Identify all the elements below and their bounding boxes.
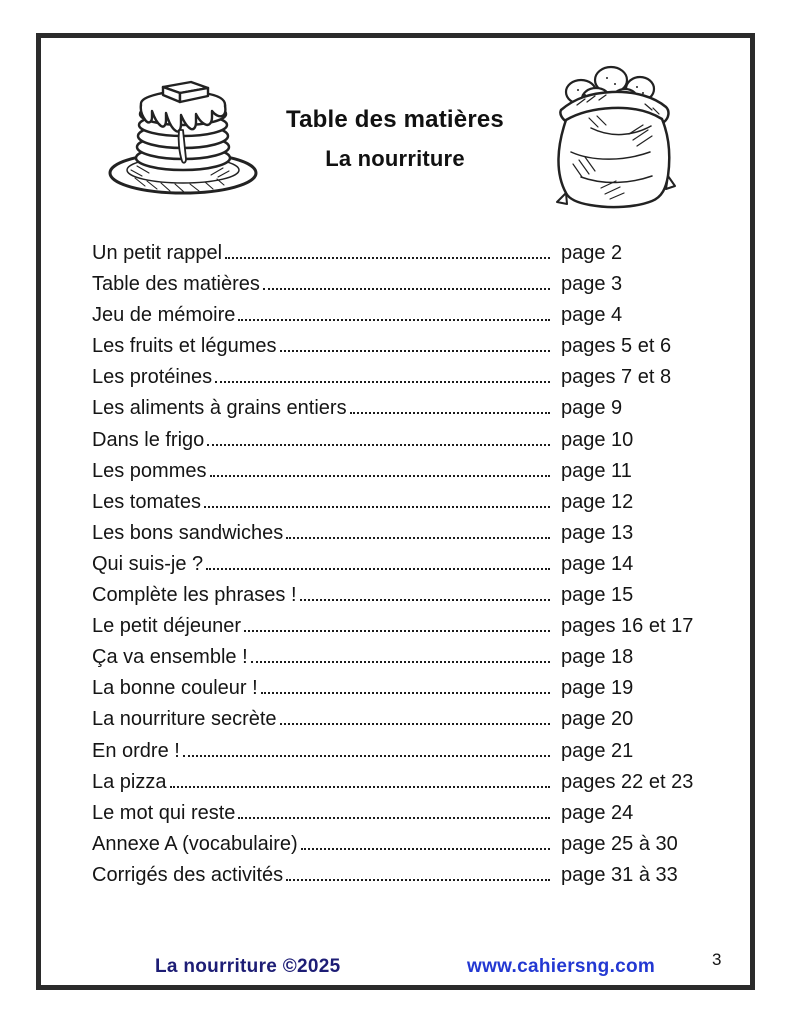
toc-row [92,739,702,770]
toc-row [92,832,702,863]
toc-row [92,272,702,303]
dotted-leader [183,755,550,757]
pancakes-icon [95,60,270,202]
toc-entry-label: Corrigés des activités [92,863,284,886]
toc-row [92,552,702,583]
page-number: 3 [712,950,722,969]
dotted-leader [350,412,550,414]
toc-entry-page: page 12 [561,490,634,513]
dotted-leader [301,848,550,850]
toc-entry-label: Les bons sandwiches [92,521,284,544]
toc-entry-page: page 10 [561,428,634,451]
toc-list [92,241,702,894]
toc-entry-label: Annexe A (vocabulaire) [92,832,298,855]
toc-row [92,396,702,427]
toc-entry-page: page 20 [561,708,634,731]
dotted-leader [206,568,550,570]
toc-row [92,334,702,365]
dotted-leader [170,786,551,788]
toc-row [92,521,702,552]
toc-entry-page: pages 7 et 8 [561,366,672,389]
toc-row [92,770,702,801]
dotted-leader [300,599,550,601]
toc-entry-page: page 15 [561,584,634,607]
toc-row [92,707,702,738]
toc-entry-label: Les pommes [92,459,207,482]
dotted-leader [238,817,550,819]
toc-entry-page: pages 16 et 17 [561,615,694,638]
toc-entry-page: page 31 à 33 [561,863,678,886]
dotted-leader [251,661,550,663]
dotted-leader [207,444,550,446]
potato-sack-icon [533,56,691,212]
toc-row [92,801,702,832]
dotted-leader [204,506,550,508]
dotted-leader [238,319,550,321]
toc-entry-page: page 11 [561,459,632,482]
footer-copyright: La nourriture ©2025 [155,956,341,977]
dotted-leader [210,475,551,477]
toc-entry-page: page 18 [561,646,634,669]
toc-entry-page: page 24 [561,801,634,824]
toc-entry-label: Les tomates [92,490,201,513]
toc-entry-label: Les protéines [92,366,213,389]
toc-row [92,583,702,614]
toc-row [92,303,702,334]
toc-entry-label: Ça va ensemble ! [92,646,248,669]
dotted-leader [286,879,550,881]
toc-entry-label: Jeu de mémoire [92,304,236,327]
toc-row [92,614,702,645]
toc-entry-page: page 9 [561,397,623,420]
toc-entry-page: page 25 à 30 [561,832,678,855]
toc-entry-page: page 14 [561,552,634,575]
toc-entry-page: page 13 [561,521,634,544]
toc-row [92,241,702,272]
title-line1: Table des matières [286,106,504,133]
dotted-leader [215,381,550,383]
toc-entry-label: En ordre ! [92,739,180,762]
toc-row [92,490,702,521]
dotted-leader [280,723,550,725]
dotted-leader [280,350,550,352]
toc-entry-page: page 19 [561,677,634,700]
dotted-leader [263,288,550,290]
toc-entry-label: Dans le frigo [92,428,205,451]
toc-row [92,676,702,707]
toc-entry-label: La nourriture secrète [92,708,277,731]
toc-entry-page: page 2 [561,242,623,264]
toc-entry-label: Le petit déjeuner [92,615,242,638]
toc-entry-label: Qui suis-je ? [92,552,204,575]
toc-entry-page: page 4 [561,304,623,327]
dotted-leader [225,257,550,259]
toc-entry-page: page 21 [561,739,634,762]
toc-row [92,365,702,396]
toc-entry-label: Les fruits et légumes [92,335,277,358]
toc-row [92,863,702,894]
page-title [245,106,545,172]
dotted-leader [261,692,550,694]
toc-entry-page: page 3 [561,273,623,296]
toc-entry-label: Un petit rappel [92,242,223,264]
toc-row [92,645,702,676]
toc-row [92,459,702,490]
toc-entry-page: pages 22 et 23 [561,770,694,793]
toc-entry-label: Table des matières [92,273,260,296]
toc-entry-label: Le mot qui reste [92,801,236,824]
toc-row [92,428,702,459]
toc-entry-page: pages 5 et 6 [561,335,672,358]
footer-website-link[interactable]: www.cahiersng.com [467,956,656,977]
dotted-leader [244,630,550,632]
dotted-leader [286,537,550,539]
toc-entry-label: La bonne couleur ! [92,677,258,700]
toc-entry-label: La pizza [92,770,167,793]
toc-entry-label: Complète les phrases ! [92,584,297,607]
title-line2: La nourriture [325,146,465,171]
toc-entry-label: Les aliments à grains entiers [92,397,347,420]
